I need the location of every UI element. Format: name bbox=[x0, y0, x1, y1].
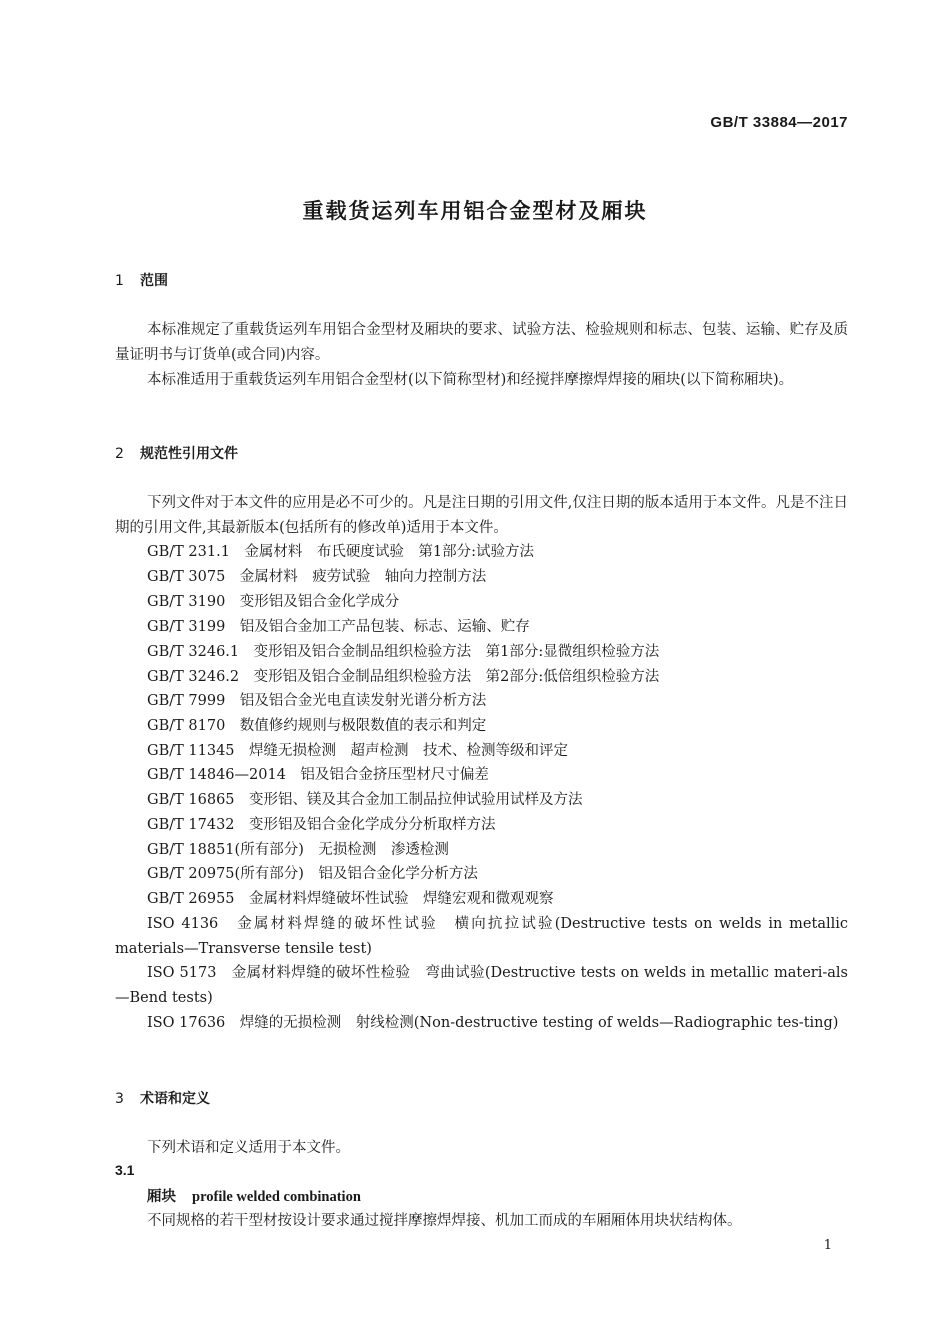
reference-item: GB/T 26955 金属材料焊缝破坏性试验 焊缝宏观和微观观察 bbox=[147, 891, 554, 907]
iso-reference-item: ISO 5173 金属材料焊缝的破坏性检验 弯曲试验(Destructive tests on welds in metallic materi-als—Bend tests) bbox=[115, 965, 848, 1006]
section-3-heading bbox=[115, 1088, 210, 1108]
reference-item: GB/T 16865 变形铝、镁及其合金加工制品拉伸试验用试样及方法 bbox=[147, 792, 583, 808]
reference-item: GB/T 14846—2014 铝及铝合金挤压型材尺寸偏差 bbox=[147, 767, 489, 783]
reference-item: GB/T 11345 焊缝无损检测 超声检测 技术、检测等级和评定 bbox=[147, 743, 569, 759]
section-title: 术语和定义 bbox=[140, 1091, 210, 1107]
scope-paragraph: 本标准适用于重载货运列车用铝合金型材(以下简称型材)和经搅拌摩擦焊焊接的厢块(以下简称厢块)。 bbox=[147, 372, 794, 388]
reference-item: GB/T 3246.1 变形铝及铝合金制品组织检验方法 第1部分:显微组织检验方法 bbox=[147, 644, 660, 660]
terms-intro: 下列术语和定义适用于本文件。 bbox=[147, 1140, 350, 1156]
reference-item: GB/T 20975(所有部分) 铝及铝合金化学分析方法 bbox=[147, 866, 478, 882]
iso-reference-item: ISO 4136 金属材料焊缝的破坏性试验 横向抗拉试验(Destructive tests on welds in metallic materials—Transverse tensile test) bbox=[115, 916, 848, 957]
reference-item: GB/T 17432 变形铝及铝合金化学成分分析取样方法 bbox=[147, 817, 496, 833]
page-number: 1 bbox=[823, 1238, 832, 1253]
term-chinese: 厢块 bbox=[147, 1188, 176, 1205]
section-title: 规范性引用文件 bbox=[140, 446, 238, 462]
reference-item: GB/T 8170 数值修约规则与极限数值的表示和判定 bbox=[147, 718, 487, 734]
reference-item: GB/T 3246.2 变形铝及铝合金制品组织检验方法 第2部分:低倍组织检验方法 bbox=[147, 669, 660, 685]
reference-item: GB/T 7999 铝及铝合金光电直读发射光谱分析方法 bbox=[147, 693, 487, 709]
references-intro: 下列文件对于本文件的应用是必不可少的。凡是注日期的引用文件,仅注日期的版本适用于本文件。凡是不注日期的引用文件,其最新版本(包括所有的修改单)适用于本文件。 bbox=[115, 495, 848, 536]
term-heading bbox=[147, 1185, 361, 1206]
reference-item: GB/T 231.1 金属材料 布氏硬度试验 第1部分:试验方法 bbox=[147, 544, 535, 560]
scope-paragraph: 本标准规定了重载货运列车用铝合金型材及厢块的要求、试验方法、检验规则和标志、包装、运输、贮存及质量证明书与订货单(或合同)内容。 bbox=[115, 322, 848, 363]
section-1-heading bbox=[115, 270, 168, 290]
term-number: 3.1 bbox=[115, 1162, 135, 1178]
reference-item: GB/T 3190 变形铝及铝合金化学成分 bbox=[147, 594, 400, 610]
section-number: 1 bbox=[115, 273, 124, 289]
reference-item: GB/T 18851(所有部分) 无损检测 渗透检测 bbox=[147, 842, 449, 858]
reference-item: GB/T 3199 铝及铝合金加工产品包装、标志、运输、贮存 bbox=[147, 619, 530, 635]
section-title: 范围 bbox=[140, 273, 168, 289]
term-definition: 不同规格的若干型材按设计要求通过搅拌摩擦焊焊接、机加工而成的车厢厢体用块状结构体。 bbox=[147, 1213, 742, 1229]
section-2-heading bbox=[115, 443, 238, 463]
reference-item: GB/T 3075 金属材料 疲劳试验 轴向力控制方法 bbox=[147, 569, 487, 585]
term-english: profile welded combination bbox=[192, 1189, 361, 1205]
section-number: 3 bbox=[115, 1091, 124, 1107]
iso-reference-item: ISO 17636 焊缝的无损检测 射线检测(Non-destructive testing of welds—Radiographic tes-ting) bbox=[147, 1015, 839, 1031]
standard-code: GB/T 33884—2017 bbox=[710, 114, 848, 131]
section-number: 2 bbox=[115, 446, 124, 462]
document-title: 重载货运列车用铝合金型材及厢块 bbox=[302, 199, 648, 223]
